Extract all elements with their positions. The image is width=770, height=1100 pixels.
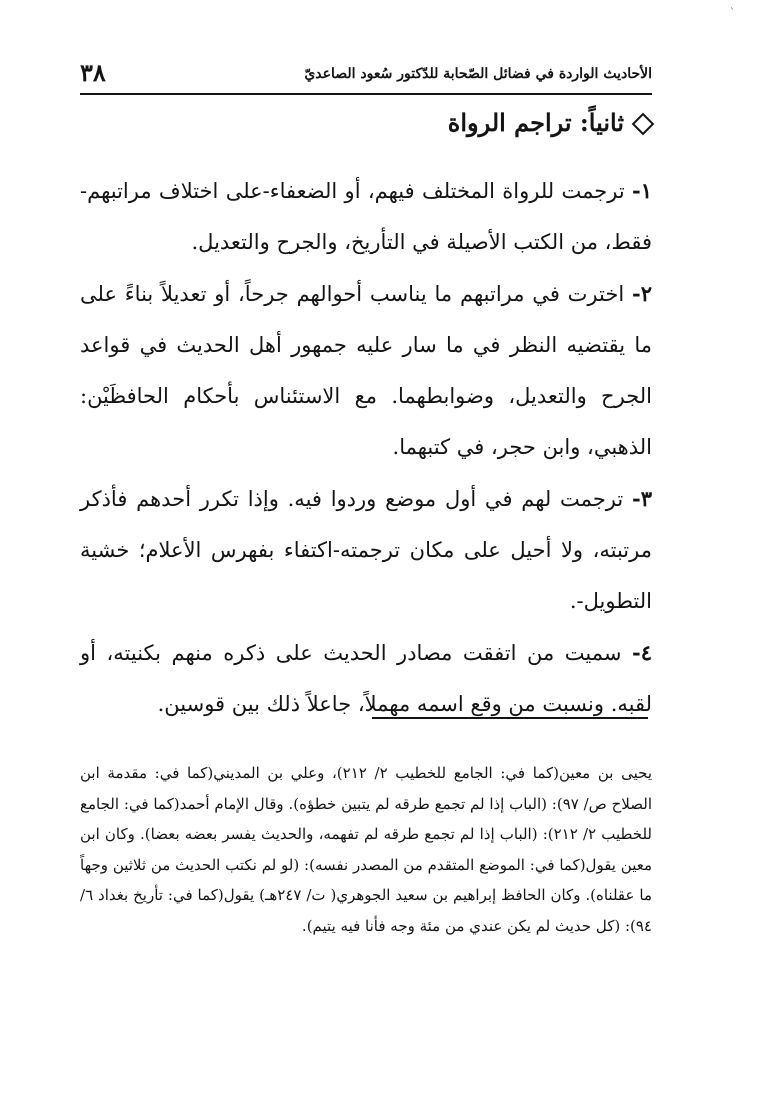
list-item	[80, 473, 652, 627]
list-item	[80, 165, 652, 268]
page-header	[80, 58, 652, 98]
item-number: ٣-	[632, 486, 652, 511]
item-text: ترجمت للرواة المختلف فيهم، أو الضعفاء-على اختلاف مراتبهم-فقط، من الكتب الأصيلة في التأريخ، والجرح والتعديل.	[80, 179, 652, 254]
running-title: الأحاديث الواردة في فضائل الصّحابة للدّكتور سُعود الصاعديّ	[304, 66, 652, 82]
list-item	[80, 627, 652, 730]
corner-mark: `	[730, 8, 735, 19]
item-text: ترجمت لهم في أول موضع وردوا فيه. وإذا تكرر أحدهم فأذكر مرتبته، ولا أحيل على مكان ترجمته-اكتفاء بفهرس الأعلام؛ خشية التطويل-.	[80, 487, 652, 613]
page-number: ٣٨	[80, 58, 106, 87]
header-rule	[80, 93, 652, 95]
item-number: ٢-	[632, 281, 652, 306]
item-number: ١-	[632, 178, 652, 203]
diamond-bullet-icon	[632, 113, 652, 133]
item-text: سميت من اتفقت مصادر الحديث على ذكره منهم بكنيته، أو لقبه. ونسبت من وقع اسمه مهملاً، جاعلاً ذلك بين قوسين.	[80, 641, 652, 716]
footnote	[80, 758, 652, 941]
item-number: ٤-	[632, 640, 652, 665]
footnote-separator	[372, 717, 648, 719]
body-text	[80, 165, 652, 730]
section-heading-text: ثانياً: تراجم الرواة	[447, 108, 624, 137]
item-text: اخترت في مراتبهم ما يناسب أحوالهم جرحاً، أو تعديلاً بناءً على ما يقتضيه النظر في ما سار عليه جمهور أهل الحديث في قواعد الجرح والتعديل، وضوابطهما. مع الاستئناس بأحكام الحافظَيْن: الذهبي، وابن حجر، في كتبهما.	[80, 282, 652, 459]
list-item	[80, 268, 652, 473]
section-heading	[448, 108, 652, 137]
footnote-text: يحيى بن معين(كما في: الجامع للخطيب ٢/ ٢١٢)، وعلي بن المديني(كما في: مقدمة ابن الصلاح ص/ ٩٧): (الباب إذا لم تجمع طرقه لم يتبين خطؤه). وقال الإمام أحمد(كما في: الجامع للخطيب ٢/ ٢١٢): (الباب إذا لم تجمع طرقه لم تفهمه، والحديث يفسر بعضه بعضا). وكان ابن معين يقول(كما في: الموضع المتقدم من المصدر نفسه): (لو لم نكتب الحديث من ثلاثين وجهاً ما عقلناه). وكان الحافظ إبراهيم بن سعيد الجوهري( ت/ ٢٤٧هـ) يقول(كما في: تأريخ بغداد ٦/ ٩٤): (كل حديث لم يكن عندي من مئة وجه فأنا فيه يتيم).	[80, 764, 653, 935]
